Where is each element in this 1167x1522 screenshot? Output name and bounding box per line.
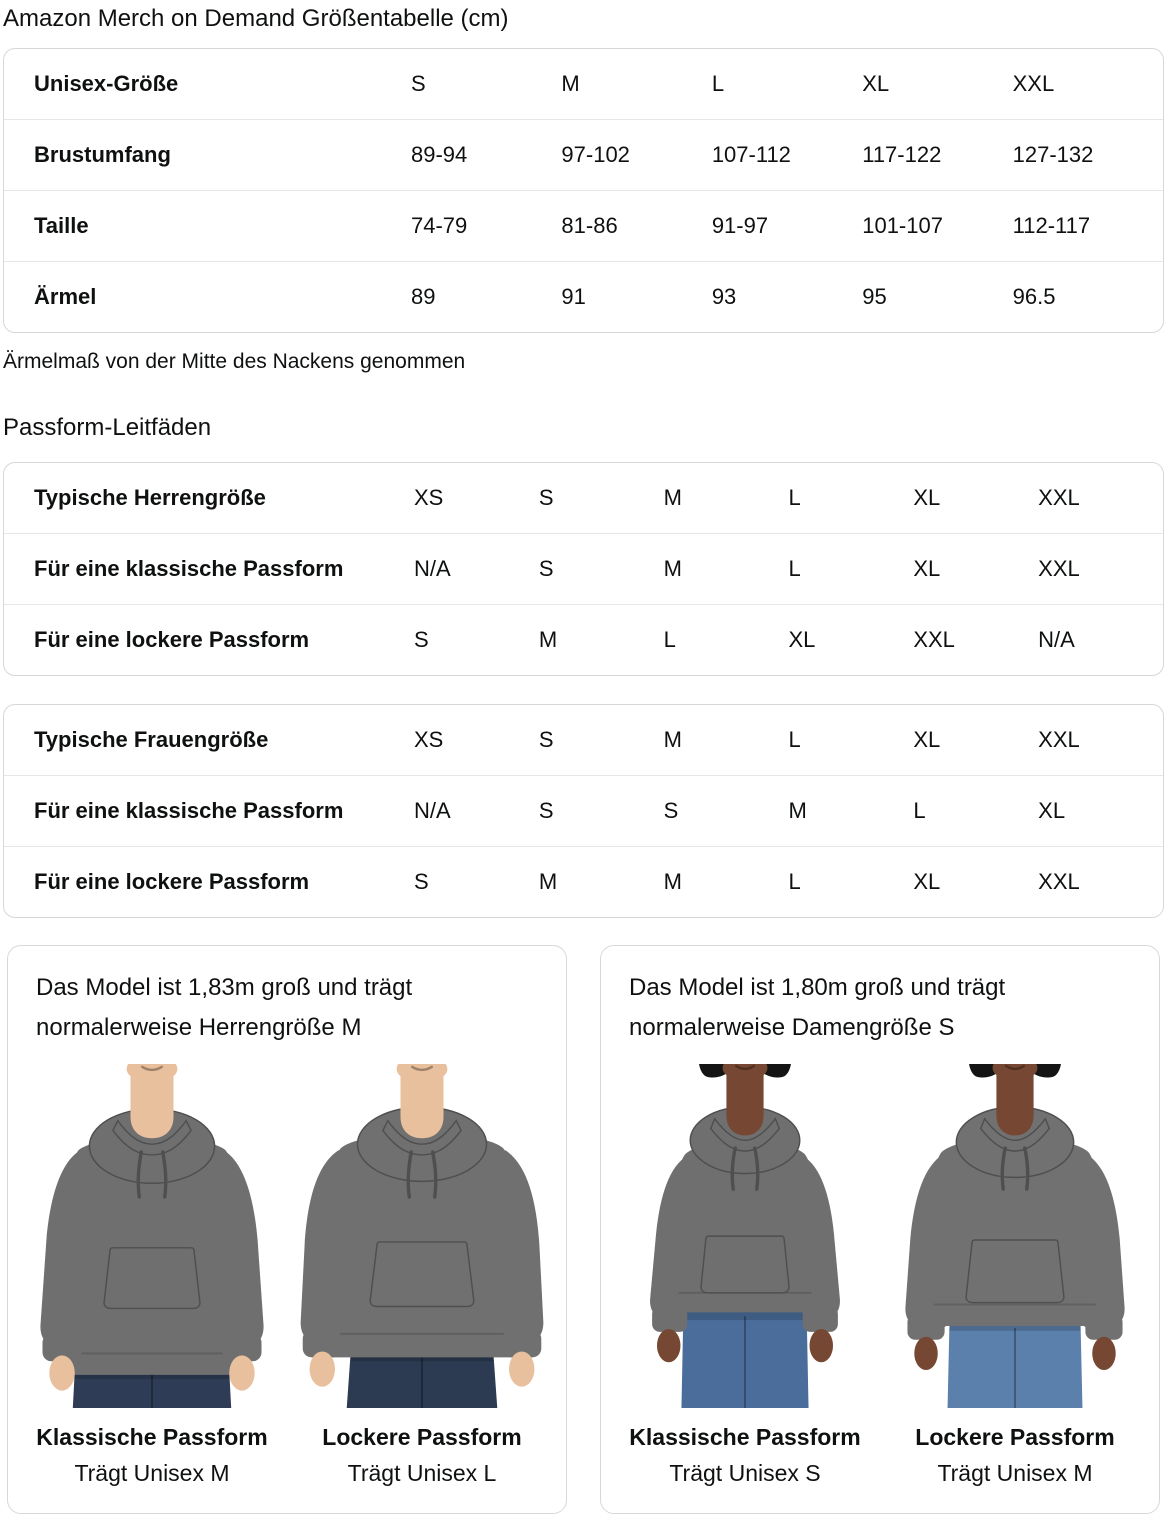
size-cell: XL — [913, 485, 941, 510]
size-cell: XXL — [1038, 727, 1080, 752]
size-cell: L — [711, 71, 725, 96]
worn-size-label: Trägt Unisex M — [937, 1460, 1093, 1487]
model-neck-and-chin — [397, 1064, 448, 1138]
table-row-typical-mens-size — [4, 463, 1163, 533]
jeans-graphic — [948, 1322, 1083, 1408]
model-description: Das Model ist 1,83m groß und trägt normalerweise Herrengröße M — [36, 974, 413, 1041]
womens-fit-table — [3, 704, 1164, 918]
size-cell: XXL — [1038, 869, 1080, 894]
kangaroo-pocket — [701, 1236, 789, 1293]
size-cell: XL — [1038, 798, 1066, 823]
size-cell: M — [663, 869, 682, 894]
hoodie-model-photo — [613, 1064, 877, 1408]
right-hand — [509, 1351, 534, 1386]
size-cell: XL — [913, 556, 941, 581]
measurement-cell: 93 — [711, 284, 737, 309]
size-cell: XL — [913, 869, 941, 894]
table-row-classic-fit — [4, 533, 1163, 604]
figure-caption — [290, 1424, 554, 1487]
size-cell: L — [913, 798, 926, 823]
model-figure-classic-fit — [20, 1064, 284, 1487]
measurement-cell: 91 — [561, 284, 586, 309]
size-cell: M — [663, 485, 682, 510]
model-description: Das Model ist 1,80m groß und trägt normalerweise Damengröße S — [629, 974, 1006, 1041]
size-cell: XL — [862, 71, 890, 96]
table-row-unisex-size — [4, 49, 1163, 119]
row-label: Typische Herrengröße — [34, 485, 266, 510]
mens-fit-table — [3, 462, 1164, 676]
measurement-cell: 117-122 — [862, 142, 942, 167]
model-figure-loose-fit — [290, 1064, 554, 1487]
model-neck-and-chin — [993, 1064, 1038, 1135]
measurement-cell: 95 — [862, 284, 887, 309]
size-cell: M — [561, 71, 580, 96]
row-label: Brustumfang — [34, 142, 171, 167]
model-neck-and-chin — [723, 1064, 768, 1135]
size-cell: S — [538, 556, 554, 581]
right-hand — [1092, 1337, 1115, 1370]
left-hand — [310, 1351, 335, 1386]
size-cell: XXL — [1038, 556, 1080, 581]
size-cell: M — [788, 798, 807, 823]
fit-type-label: Klassische Passform — [36, 1424, 268, 1451]
row-label: Für eine lockere Passform — [34, 627, 310, 652]
left-hand — [914, 1337, 937, 1370]
measurement-cell: 127-132 — [1012, 142, 1094, 167]
worn-size-label: Trägt Unisex M — [74, 1460, 230, 1487]
size-cell: L — [663, 627, 676, 652]
row-label: Für eine klassische Passform — [34, 798, 344, 823]
size-chart-content — [0, 5, 1167, 1522]
table-row-typical-womens-size — [4, 705, 1163, 775]
fit-type-label: Klassische Passform — [629, 1424, 861, 1451]
size-cell: L — [788, 869, 801, 894]
page-title: Amazon Merch on Demand Größentabelle (cm) — [3, 5, 509, 32]
model-figures — [613, 1064, 1147, 1487]
row-label: Unisex-Größe — [34, 71, 179, 96]
kangaroo-pocket — [370, 1242, 474, 1307]
figure-caption — [883, 1424, 1147, 1487]
kangaroo-pocket — [104, 1248, 200, 1309]
sleeve-measurement-note: Ärmelmaß von der Mitte des Nackens genommen — [3, 350, 466, 373]
measurement-cell: 81-86 — [561, 213, 618, 238]
size-cell: S — [414, 627, 429, 652]
size-cell: XL — [913, 727, 941, 752]
hoodie-model-photo — [290, 1064, 554, 1408]
fit-type-label: Lockere Passform — [322, 1424, 522, 1451]
size-cell: S — [663, 798, 679, 823]
hoodie-model-photo — [20, 1064, 284, 1408]
right-hand — [229, 1355, 254, 1390]
model-neck-and-chin — [127, 1064, 178, 1138]
measurement-cell: 91-97 — [711, 213, 769, 238]
measurement-cell: 101-107 — [862, 213, 943, 238]
row-label: Ärmel — [34, 284, 97, 309]
womens-model-card — [600, 945, 1160, 1514]
table-row-classic-fit — [4, 775, 1163, 846]
right-hand — [810, 1329, 833, 1362]
size-cell: S — [538, 798, 554, 823]
size-cell: XL — [788, 627, 816, 652]
figure-caption — [613, 1424, 877, 1487]
size-cell: S — [538, 485, 554, 510]
jeans-graphic — [681, 1310, 808, 1408]
size-cell: M — [538, 869, 558, 894]
worn-size-label: Trägt Unisex S — [669, 1460, 821, 1487]
hoodie-model-photo — [883, 1064, 1147, 1408]
model-figure-loose-fit — [883, 1064, 1147, 1487]
size-cell: M — [663, 556, 682, 581]
measurement-cell: 97-102 — [561, 142, 630, 167]
hoodie-hem-and-cuffs — [303, 1330, 542, 1357]
size-cell: N/A — [414, 556, 451, 581]
measurement-cell: 107-112 — [711, 142, 791, 167]
model-cards — [7, 945, 1160, 1514]
size-cell: XXL — [1012, 71, 1055, 96]
fit-guides-heading: Passform-Leitfäden — [3, 414, 212, 441]
size-cell: L — [788, 727, 801, 752]
size-cell: L — [788, 485, 801, 510]
size-cell: M — [538, 627, 558, 652]
size-cell: S — [411, 71, 426, 96]
size-cell: XXL — [1038, 485, 1080, 510]
row-label: Taille — [34, 213, 89, 238]
size-chart-page — [0, 5, 1167, 1522]
size-cell: S — [538, 727, 554, 752]
kangaroo-pocket — [966, 1240, 1064, 1303]
size-cell: N/A — [414, 798, 451, 823]
size-cell: M — [663, 727, 682, 752]
size-cell: L — [788, 556, 801, 581]
left-hand — [657, 1329, 680, 1362]
unisex-size-table — [3, 48, 1164, 333]
table-row-sleeve — [4, 261, 1163, 332]
table-row-waist — [4, 190, 1163, 261]
figure-caption — [20, 1424, 284, 1487]
row-label: Für eine klassische Passform — [34, 556, 344, 581]
jeans-graphic — [73, 1371, 231, 1408]
measurement-cell: 89-94 — [411, 142, 468, 167]
size-cell: N/A — [1038, 627, 1075, 652]
measurement-cell: 112-117 — [1012, 213, 1091, 238]
size-cell: S — [414, 869, 429, 894]
size-cell: XS — [414, 727, 444, 752]
size-cell: XS — [414, 485, 444, 510]
model-figure-classic-fit — [613, 1064, 877, 1487]
table-row-loose-fit — [4, 846, 1163, 917]
jeans-graphic — [347, 1353, 498, 1408]
row-label: Typische Frauengröße — [34, 727, 269, 752]
fit-type-label: Lockere Passform — [915, 1424, 1115, 1451]
worn-size-label: Trägt Unisex L — [347, 1460, 497, 1487]
measurement-cell: 96.5 — [1012, 284, 1056, 309]
left-hand — [49, 1355, 74, 1390]
mens-model-card — [7, 945, 567, 1514]
table-row-loose-fit — [4, 604, 1163, 675]
measurement-cell: 89 — [411, 284, 436, 309]
row-label: Für eine lockere Passform — [34, 869, 310, 894]
size-cell: XXL — [913, 627, 955, 652]
table-row-chest — [4, 119, 1163, 190]
model-figures — [20, 1064, 554, 1487]
measurement-cell: 74-79 — [411, 213, 468, 238]
